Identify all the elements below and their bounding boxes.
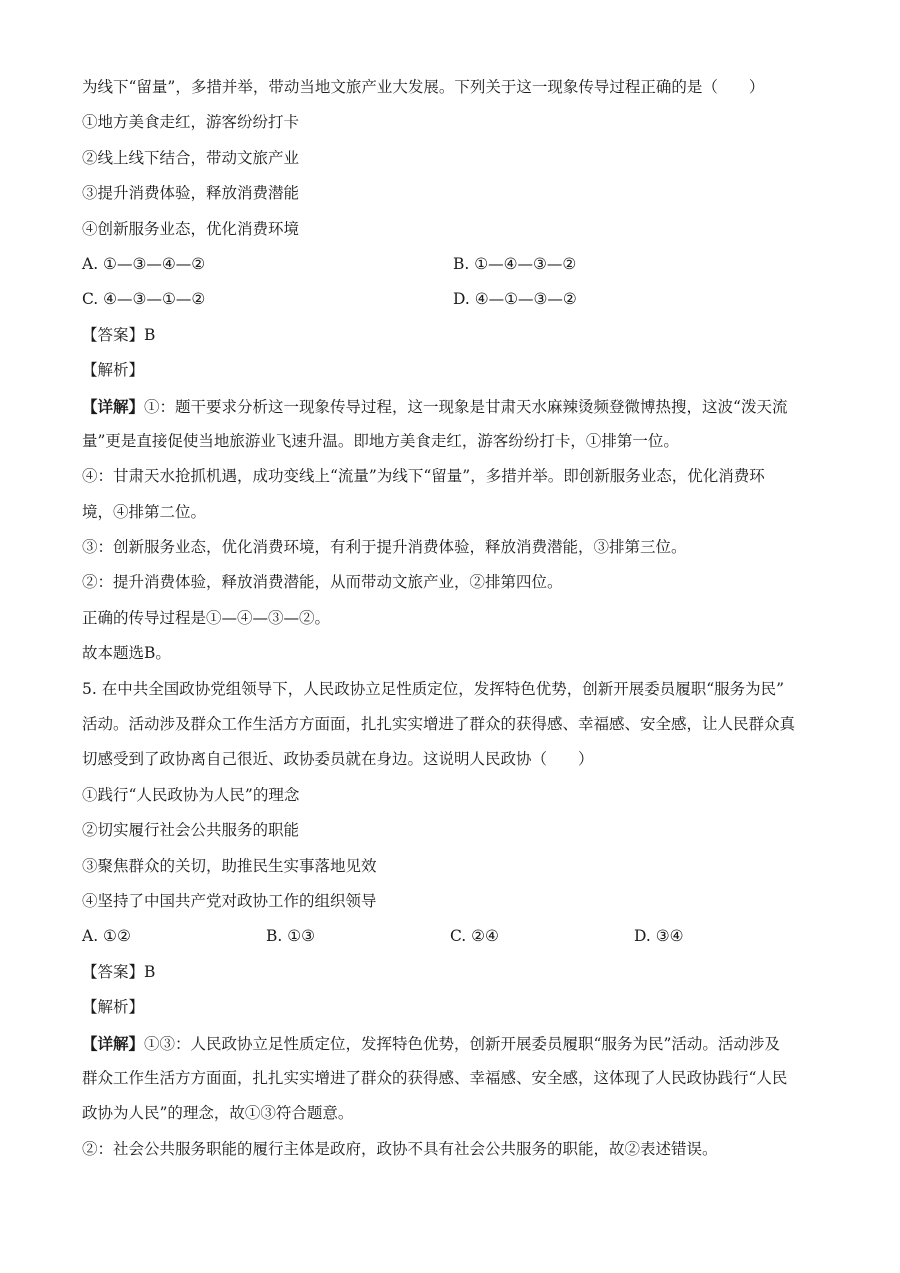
- q4-detail-line-2: 量”更是直接促使当地旅游业飞速升温。即地方美食走红，游客纷纷打卡，①排第一位。: [82, 431, 679, 450]
- q4-analysis-label: 【解析】: [82, 361, 145, 380]
- q5-stem-line-3: 切感受到了政协离自己很近、政协委员就在身边。这说明人民政协（ ）: [82, 750, 594, 769]
- q5-options-row: [82, 925, 824, 948]
- q5-option-b: B. ①③: [266, 927, 316, 946]
- q5-item-1: ①践行“人民政协为人民”的理念: [82, 785, 300, 804]
- q5-detail-label: 【详解】: [82, 1033, 145, 1053]
- q4-options-row-2: [82, 288, 824, 311]
- q4-option-d: D. ④—①—③—②: [453, 290, 577, 309]
- q5-item-4: ④坚持了中国共产党对政协工作的组织领导: [82, 891, 377, 910]
- q5-stem-line-1: 5. 在中共全国政协党组领导下，人民政协立足性质定位，发挥特色优势，创新开展委员履职“服务为民”: [82, 679, 785, 698]
- q4-detail-label: 【详解】: [82, 396, 145, 416]
- q5-detail-line-2: 群众工作生活方方面面，扎扎实实增进了群众的获得感、幸福感、安全感，这体现了人民政协践行“人民: [82, 1068, 788, 1087]
- q4-detail-line-1: [82, 395, 824, 418]
- q4-stem-tail: 为线下“留量”，多措并举，带动当地文旅产业大发展。下列关于这一现象传导过程正确的是（ ）: [82, 78, 765, 96]
- q4-detail-line-3: ④：甘肃天水抢抓机遇，成功变线上“流量”为线下“留量”，多措并举。即创新服务业态，优化消费环: [82, 467, 765, 486]
- q4-item-4: ④创新服务业态，优化消费环境: [82, 219, 300, 238]
- q4-item-3: ③提升消费体验，释放消费潜能: [82, 184, 300, 203]
- q4-detail-line-5: ③：创新服务业态，优化消费环境，有利于提升消费体验，释放消费潜能，③排第三位。: [82, 538, 687, 557]
- q4-detail-text-1: ①：题干要求分析这一现象传导过程，这一现象是甘肃天水麻辣烫频登微博热搜，这波“泼天流: [144, 397, 788, 416]
- q5-stem-line-2: 活动。活动涉及群众工作生活方方面面，扎扎实实增进了群众的获得感、幸福感、安全感，让人民群众真: [82, 715, 796, 734]
- q5-option-d: D. ③④: [634, 927, 684, 946]
- q5-detail-text-1: ①③：人民政协立足性质定位，发挥特色优势，创新开展委员履职“服务为民”活动。活动涉及: [144, 1034, 780, 1053]
- q5-detail-line-4: ②：社会公共服务职能的履行主体是政府，政协不具有社会公共服务的职能，故②表述错误。: [82, 1139, 718, 1158]
- q4-detail-line-6: ②：提升消费体验，释放消费潜能，从而带动文旅产业，②排第四位。: [82, 573, 563, 592]
- q5-item-3: ③聚焦群众的关切，助推民生实事落地见效: [82, 856, 377, 875]
- q5-option-a: A. ①②: [82, 927, 131, 946]
- q4-item-1: ①地方美食走红，游客纷纷打卡: [82, 113, 300, 132]
- q5-detail-line-1: [82, 1032, 824, 1055]
- q5-answer: 【答案】B: [82, 962, 156, 981]
- q4-item-2: ②线上线下结合，带动文旅产业: [82, 148, 300, 167]
- q4-options-row-1: [82, 253, 824, 276]
- q5-analysis-label: 【解析】: [82, 998, 145, 1017]
- q4-option-c: C. ④—③—①—②: [82, 290, 206, 309]
- document-page: [82, 76, 824, 1173]
- q5-detail-line-3: 政协为人民”的理念，故①③符合题意。: [82, 1104, 354, 1123]
- q5-item-2: ②切实履行社会公共服务的职能: [82, 821, 300, 840]
- q4-detail-line-8: 故本题选B。: [82, 644, 171, 663]
- q4-detail-line-7: 正确的传导过程是①—④—③—②。: [82, 608, 331, 627]
- q4-option-a: A. ①—③—④—②: [82, 254, 206, 273]
- q5-option-c: C. ②④: [450, 927, 499, 946]
- q4-detail-line-4: 境，④排第二位。: [82, 502, 207, 521]
- q4-answer: 【答案】B: [82, 325, 156, 344]
- q4-option-b: B. ①—④—③—②: [453, 254, 577, 273]
